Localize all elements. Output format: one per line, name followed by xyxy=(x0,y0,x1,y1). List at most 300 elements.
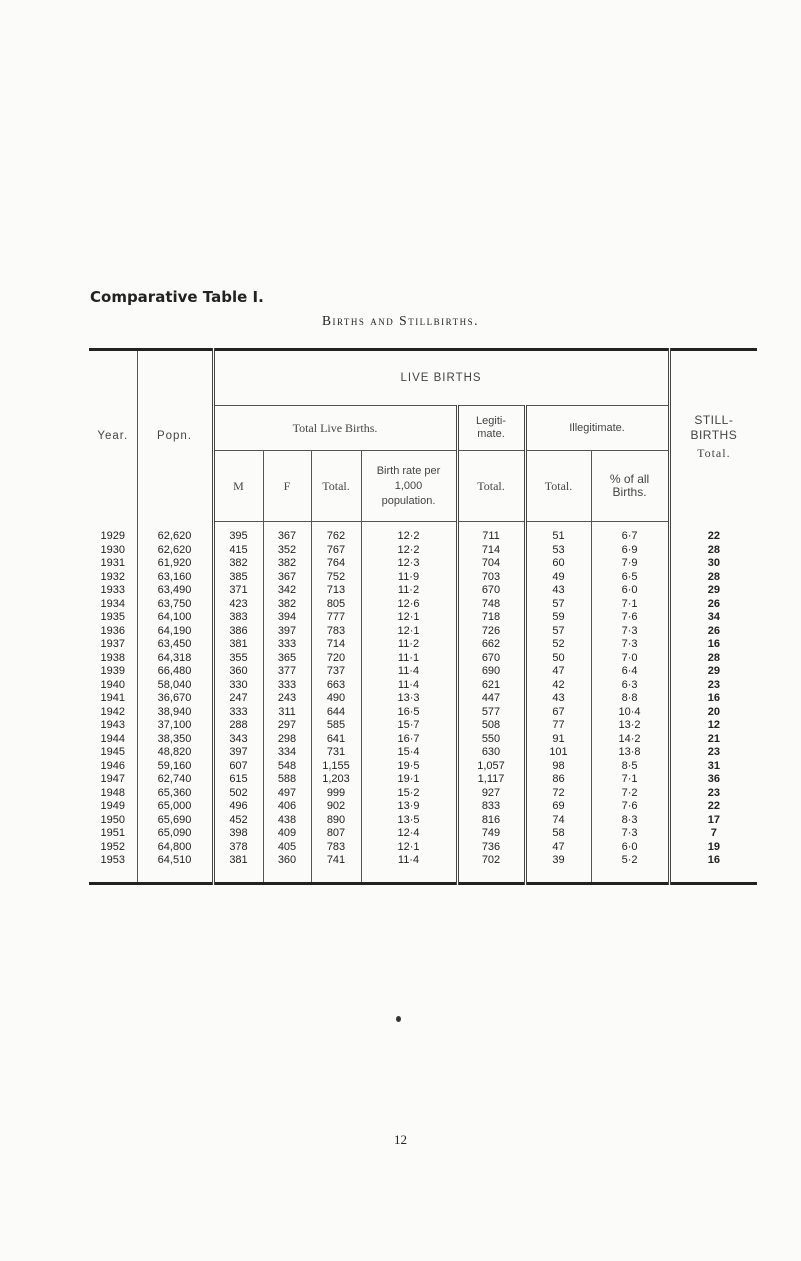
cell-illegit-pct: 7·3 xyxy=(591,625,669,639)
cell-year: 1941 xyxy=(100,692,125,704)
cell-popn: 65,000 xyxy=(137,800,213,814)
cell-total: 741 xyxy=(311,854,361,883)
cell-year: 1948 xyxy=(100,786,125,799)
cell-females: 409 xyxy=(263,827,311,841)
cell-females: 405 xyxy=(263,841,311,855)
header-pct-all-label: % of all Births. xyxy=(609,472,650,499)
cell-illegit-total: 43 xyxy=(525,584,591,598)
cell-popn: 62,620 xyxy=(137,544,213,558)
cell-males: 378 xyxy=(213,841,263,855)
cell-still-total: 26 xyxy=(669,625,757,639)
cell-year: 1945 xyxy=(100,746,125,758)
table-row xyxy=(89,854,757,883)
cell-still-total: 30 xyxy=(669,557,757,571)
cell-year: 1935 xyxy=(100,611,125,623)
cell-legit-total: 577 xyxy=(457,706,525,720)
cell-females: 548 xyxy=(263,760,311,774)
cell-birth-rate: 12·2 xyxy=(361,522,457,544)
cell-illegit-pct: 7·3 xyxy=(591,827,669,841)
cell-males: 386 xyxy=(213,625,263,639)
cell-still-total: 7 xyxy=(669,827,757,841)
cell-males: 607 xyxy=(213,760,263,774)
cell-total: 1,203 xyxy=(311,773,361,787)
cell-year: 1950 xyxy=(100,813,125,826)
table-row xyxy=(89,719,757,733)
cell-males: 360 xyxy=(213,665,263,679)
cell-popn: 64,190 xyxy=(137,625,213,639)
cell-females: 311 xyxy=(263,706,311,720)
cell-legit-total: 749 xyxy=(457,827,525,841)
cell-popn: 64,318 xyxy=(137,652,213,666)
cell-still-total: 34 xyxy=(669,611,757,625)
table-title: Comparative Table I. xyxy=(90,288,264,306)
cell-popn: 62,620 xyxy=(137,522,213,544)
cell-total: 999 xyxy=(311,787,361,801)
cell-illegit-pct: 7·9 xyxy=(591,557,669,571)
cell-year: 1939 xyxy=(100,665,125,677)
cell-females: 334 xyxy=(263,746,311,760)
cell-total: 764 xyxy=(311,557,361,571)
cell-illegit-pct: 6·9 xyxy=(591,544,669,558)
cell-legit-total: 718 xyxy=(457,611,525,625)
cell-still-total: 21 xyxy=(669,733,757,747)
cell-males: 383 xyxy=(213,611,263,625)
cell-birth-rate: 11·4 xyxy=(361,854,457,883)
cell-popn: 62,740 xyxy=(137,773,213,787)
cell-year: 1946 xyxy=(100,759,125,772)
cell-males: 395 xyxy=(213,522,263,544)
cell-males: 615 xyxy=(213,773,263,787)
cell-legit-total: 1,117 xyxy=(457,773,525,787)
cell-illegit-total: 43 xyxy=(525,692,591,706)
cell-males: 371 xyxy=(213,584,263,598)
cell-illegit-pct: 6·5 xyxy=(591,571,669,585)
cell-still-total: 16 xyxy=(669,638,757,652)
table-row xyxy=(89,800,757,814)
cell-legit-total: 816 xyxy=(457,814,525,828)
cell-total: 720 xyxy=(311,652,361,666)
cell-still-total: 23 xyxy=(669,679,757,693)
cell-still-total: 22 xyxy=(669,800,757,814)
cell-total: 737 xyxy=(311,665,361,679)
cell-birth-rate: 12·2 xyxy=(361,544,457,558)
cell-illegit-pct: 8·8 xyxy=(591,692,669,706)
cell-year: 1936 xyxy=(100,624,125,637)
cell-illegit-total: 42 xyxy=(525,679,591,693)
header-legitimate xyxy=(457,406,525,451)
cell-year: 1947 xyxy=(100,773,125,785)
cell-popn: 36,670 xyxy=(137,692,213,706)
cell-illegit-total: 74 xyxy=(525,814,591,828)
cell-illegit-pct: 13·8 xyxy=(591,746,669,760)
cell-birth-rate: 11·1 xyxy=(361,652,457,666)
header-legit-total: Total. xyxy=(457,451,525,522)
cell-males: 502 xyxy=(213,787,263,801)
cell-illegit-pct: 6·0 xyxy=(591,841,669,855)
cell-legit-total: 630 xyxy=(457,746,525,760)
header-illegit-total: Total. xyxy=(525,451,591,522)
births-table xyxy=(89,348,757,885)
cell-legit-total: 736 xyxy=(457,841,525,855)
cell-males: 496 xyxy=(213,800,263,814)
table-row xyxy=(89,665,757,679)
table-row xyxy=(89,773,757,787)
cell-legit-total: 690 xyxy=(457,665,525,679)
cell-males: 381 xyxy=(213,854,263,883)
cell-popn: 65,090 xyxy=(137,827,213,841)
cell-females: 360 xyxy=(263,854,311,883)
cell-birth-rate: 11·9 xyxy=(361,571,457,585)
cell-popn: 63,750 xyxy=(137,598,213,612)
table-row xyxy=(89,611,757,625)
cell-still-total: 29 xyxy=(669,584,757,598)
cell-popn: 65,690 xyxy=(137,814,213,828)
cell-birth-rate: 11·4 xyxy=(361,679,457,693)
cell-popn: 63,450 xyxy=(137,638,213,652)
cell-legit-total: 670 xyxy=(457,584,525,598)
cell-females: 588 xyxy=(263,773,311,787)
cell-legit-total: 508 xyxy=(457,719,525,733)
cell-illegit-pct: 7·1 xyxy=(591,598,669,612)
cell-total: 783 xyxy=(311,841,361,855)
cell-popn: 63,160 xyxy=(137,571,213,585)
header-total: Total. xyxy=(311,451,361,522)
cell-legit-total: 748 xyxy=(457,598,525,612)
cell-illegit-total: 47 xyxy=(525,841,591,855)
cell-birth-rate: 13·5 xyxy=(361,814,457,828)
cell-females: 377 xyxy=(263,665,311,679)
cell-illegit-total: 39 xyxy=(525,854,591,883)
cell-legit-total: 704 xyxy=(457,557,525,571)
table-row xyxy=(89,522,757,544)
cell-birth-rate: 19·1 xyxy=(361,773,457,787)
table-row xyxy=(89,625,757,639)
cell-illegit-total: 60 xyxy=(525,557,591,571)
header-f: F xyxy=(263,451,311,522)
cell-illegit-total: 53 xyxy=(525,544,591,558)
cell-legit-total: 1,057 xyxy=(457,760,525,774)
cell-males: 288 xyxy=(213,719,263,733)
table-row xyxy=(89,787,757,801)
cell-popn: 66,480 xyxy=(137,665,213,679)
cell-illegit-total: 101 xyxy=(525,746,591,760)
cell-females: 438 xyxy=(263,814,311,828)
cell-year: 1953 xyxy=(89,854,137,883)
cell-birth-rate: 19·5 xyxy=(361,760,457,774)
cell-legit-total: 550 xyxy=(457,733,525,747)
cell-illegit-pct: 7·3 xyxy=(591,638,669,652)
table-row xyxy=(89,841,757,855)
cell-illegit-total: 69 xyxy=(525,800,591,814)
cell-total: 752 xyxy=(311,571,361,585)
cell-illegit-pct: 10·4 xyxy=(591,706,669,720)
cell-total: 714 xyxy=(311,638,361,652)
cell-birth-rate: 12·1 xyxy=(361,841,457,855)
table-row xyxy=(89,544,757,558)
cell-popn: 48,820 xyxy=(137,746,213,760)
cell-males: 423 xyxy=(213,598,263,612)
header-pct-all xyxy=(591,451,669,522)
cell-illegit-pct: 6·4 xyxy=(591,665,669,679)
cell-birth-rate: 12·1 xyxy=(361,625,457,639)
cell-females: 333 xyxy=(263,679,311,693)
cell-total: 762 xyxy=(311,522,361,544)
cell-total: 777 xyxy=(311,611,361,625)
cell-males: 382 xyxy=(213,557,263,571)
table-row xyxy=(89,679,757,693)
cell-birth-rate: 11·4 xyxy=(361,665,457,679)
cell-birth-rate: 12·3 xyxy=(361,557,457,571)
cell-legit-total: 447 xyxy=(457,692,525,706)
cell-birth-rate: 15·7 xyxy=(361,719,457,733)
cell-females: 333 xyxy=(263,638,311,652)
table-row xyxy=(89,557,757,571)
cell-year: 1944 xyxy=(100,732,125,745)
table-row xyxy=(89,827,757,841)
cell-males: 333 xyxy=(213,706,263,720)
table-row xyxy=(89,652,757,666)
cell-illegit-pct: 8·3 xyxy=(591,814,669,828)
cell-total: 902 xyxy=(311,800,361,814)
cell-still-total: 16 xyxy=(669,692,757,706)
cell-males: 398 xyxy=(213,827,263,841)
cell-birth-rate: 16·5 xyxy=(361,706,457,720)
cell-still-total: 22 xyxy=(669,522,757,544)
cell-illegit-total: 57 xyxy=(525,598,591,612)
cell-females: 367 xyxy=(263,522,311,544)
cell-popn: 58,040 xyxy=(137,679,213,693)
cell-females: 243 xyxy=(263,692,311,706)
cell-illegit-total: 91 xyxy=(525,733,591,747)
header-live-births: LIVE BIRTHS xyxy=(213,350,669,406)
cell-females: 406 xyxy=(263,800,311,814)
cell-males: 397 xyxy=(213,746,263,760)
cell-year: 1937 xyxy=(100,638,125,650)
cell-illegit-total: 86 xyxy=(525,773,591,787)
cell-still-total: 31 xyxy=(669,760,757,774)
cell-illegit-total: 57 xyxy=(525,625,591,639)
cell-still-total: 20 xyxy=(669,706,757,720)
table-row xyxy=(89,746,757,760)
cell-total: 713 xyxy=(311,584,361,598)
cell-illegit-total: 67 xyxy=(525,706,591,720)
cell-females: 382 xyxy=(263,557,311,571)
cell-year: 1934 xyxy=(100,597,125,610)
cell-females: 497 xyxy=(263,787,311,801)
cell-females: 365 xyxy=(263,652,311,666)
table-row xyxy=(89,733,757,747)
cell-popn: 61,920 xyxy=(137,557,213,571)
cell-year: 1929 xyxy=(100,529,125,542)
cell-birth-rate: 11·2 xyxy=(361,638,457,652)
cell-birth-rate: 12·6 xyxy=(361,598,457,612)
cell-popn: 63,490 xyxy=(137,584,213,598)
table-body xyxy=(89,522,757,884)
cell-illegit-pct: 6·7 xyxy=(591,522,669,544)
cell-still-total: 17 xyxy=(669,814,757,828)
cell-total: 641 xyxy=(311,733,361,747)
cell-illegit-total: 50 xyxy=(525,652,591,666)
cell-birth-rate: 11·2 xyxy=(361,584,457,598)
header-total-live-births: Total Live Births. xyxy=(213,406,457,451)
cell-birth-rate: 13·9 xyxy=(361,800,457,814)
cell-illegit-total: 51 xyxy=(525,522,591,544)
cell-illegit-total: 72 xyxy=(525,787,591,801)
cell-illegit-total: 47 xyxy=(525,665,591,679)
cell-year: 1933 xyxy=(100,584,125,596)
cell-still-total: 28 xyxy=(669,652,757,666)
table-subtitle: Births and Stillbirths. xyxy=(321,313,480,328)
cell-still-total: 29 xyxy=(669,665,757,679)
cell-illegit-total: 77 xyxy=(525,719,591,733)
cell-total: 890 xyxy=(311,814,361,828)
cell-females: 382 xyxy=(263,598,311,612)
cell-illegit-pct: 6·0 xyxy=(591,584,669,598)
cell-males: 343 xyxy=(213,733,263,747)
cell-popn: 37,100 xyxy=(137,719,213,733)
cell-legit-total: 711 xyxy=(457,522,525,544)
cell-males: 452 xyxy=(213,814,263,828)
cell-birth-rate: 15·2 xyxy=(361,787,457,801)
cell-total: 1,155 xyxy=(311,760,361,774)
cell-illegit-pct: 5·2 xyxy=(591,854,669,883)
header-year: Year. xyxy=(89,350,137,522)
cell-females: 397 xyxy=(263,625,311,639)
cell-males: 247 xyxy=(213,692,263,706)
cell-legit-total: 670 xyxy=(457,652,525,666)
cell-total: 490 xyxy=(311,692,361,706)
cell-still-total: 26 xyxy=(669,598,757,612)
cell-year: 1930 xyxy=(100,543,125,556)
header-birth-rate-label: Birth rate per 1,000 population. xyxy=(376,464,441,507)
cell-year: 1940 xyxy=(100,678,125,691)
header-m: M xyxy=(213,451,263,522)
cell-illegit-pct: 8·5 xyxy=(591,760,669,774)
cell-illegit-pct: 7·0 xyxy=(591,652,669,666)
cell-total: 805 xyxy=(311,598,361,612)
header-legitimate-label: Legiti-mate. xyxy=(476,415,506,440)
cell-illegit-total: 49 xyxy=(525,571,591,585)
cell-illegit-pct: 7·1 xyxy=(591,773,669,787)
cell-total: 663 xyxy=(311,679,361,693)
cell-birth-rate: 12·4 xyxy=(361,827,457,841)
cell-legit-total: 703 xyxy=(457,571,525,585)
header-popn: Popn. xyxy=(137,350,213,522)
cell-illegit-total: 98 xyxy=(525,760,591,774)
page-number: 12 xyxy=(394,1132,407,1147)
cell-females: 298 xyxy=(263,733,311,747)
cell-popn: 64,100 xyxy=(137,611,213,625)
table-row xyxy=(89,638,757,652)
header-still-total: Total. xyxy=(697,445,731,460)
cell-still-total: 23 xyxy=(669,787,757,801)
cell-females: 394 xyxy=(263,611,311,625)
cell-birth-rate: 12·1 xyxy=(361,611,457,625)
cell-still-total: 28 xyxy=(669,544,757,558)
table-row xyxy=(89,692,757,706)
cell-total: 585 xyxy=(311,719,361,733)
table-row xyxy=(89,571,757,585)
cell-legit-total: 833 xyxy=(457,800,525,814)
cell-illegit-pct: 7·6 xyxy=(591,800,669,814)
cell-illegit-pct: 14·2 xyxy=(591,733,669,747)
cell-popn: 38,940 xyxy=(137,706,213,720)
cell-illegit-total: 52 xyxy=(525,638,591,652)
cell-year: 1932 xyxy=(100,570,125,583)
cell-total: 644 xyxy=(311,706,361,720)
cell-total: 767 xyxy=(311,544,361,558)
cell-still-total: 19 xyxy=(669,841,757,855)
cell-females: 297 xyxy=(263,719,311,733)
cell-legit-total: 662 xyxy=(457,638,525,652)
table-row xyxy=(89,598,757,612)
header-illegitimate: Illegitimate. xyxy=(525,406,669,451)
cell-legit-total: 714 xyxy=(457,544,525,558)
cell-males: 355 xyxy=(213,652,263,666)
cell-birth-rate: 16·7 xyxy=(361,733,457,747)
cell-legit-total: 726 xyxy=(457,625,525,639)
cell-females: 367 xyxy=(263,571,311,585)
cell-total: 807 xyxy=(311,827,361,841)
cell-still-total: 16 xyxy=(669,854,757,883)
cell-legit-total: 927 xyxy=(457,787,525,801)
cell-birth-rate: 13·3 xyxy=(361,692,457,706)
cell-illegit-total: 59 xyxy=(525,611,591,625)
cell-females: 342 xyxy=(263,584,311,598)
table-row xyxy=(89,584,757,598)
cell-popn: 65,360 xyxy=(137,787,213,801)
cell-total: 731 xyxy=(311,746,361,760)
cell-popn: 64,800 xyxy=(137,841,213,855)
cell-males: 330 xyxy=(213,679,263,693)
cell-still-total: 36 xyxy=(669,773,757,787)
cell-females: 352 xyxy=(263,544,311,558)
cell-year: 1931 xyxy=(100,557,125,569)
cell-illegit-pct: 7·6 xyxy=(591,611,669,625)
cell-illegit-pct: 7·2 xyxy=(591,787,669,801)
cell-illegit-total: 58 xyxy=(525,827,591,841)
cell-year: 1942 xyxy=(100,705,125,718)
cell-males: 381 xyxy=(213,638,263,652)
cell-still-total: 23 xyxy=(669,746,757,760)
table-row xyxy=(89,814,757,828)
header-still-births xyxy=(669,350,757,522)
cell-still-total: 28 xyxy=(669,571,757,585)
cell-still-total: 12 xyxy=(669,719,757,733)
cell-males: 385 xyxy=(213,571,263,585)
cell-popn: 64,510 xyxy=(137,854,213,883)
header-still-births-label: STILL-BIRTHS xyxy=(690,412,738,442)
cell-males: 415 xyxy=(213,544,263,558)
cell-year: 1938 xyxy=(100,651,125,664)
cell-popn: 59,160 xyxy=(137,760,213,774)
cell-birth-rate: 15·4 xyxy=(361,746,457,760)
cell-year: 1943 xyxy=(100,719,125,731)
cell-year: 1951 xyxy=(100,827,125,839)
table-row xyxy=(89,706,757,720)
cell-legit-total: 621 xyxy=(457,679,525,693)
cell-total: 783 xyxy=(311,625,361,639)
cell-legit-total: 702 xyxy=(457,854,525,883)
header-birth-rate xyxy=(361,451,457,522)
cell-illegit-pct: 6·3 xyxy=(591,679,669,693)
cell-popn: 38,350 xyxy=(137,733,213,747)
cell-year: 1952 xyxy=(100,840,125,853)
ink-dot xyxy=(396,1016,401,1022)
cell-illegit-pct: 13·2 xyxy=(591,719,669,733)
table-row xyxy=(89,760,757,774)
cell-year: 1949 xyxy=(100,800,125,812)
